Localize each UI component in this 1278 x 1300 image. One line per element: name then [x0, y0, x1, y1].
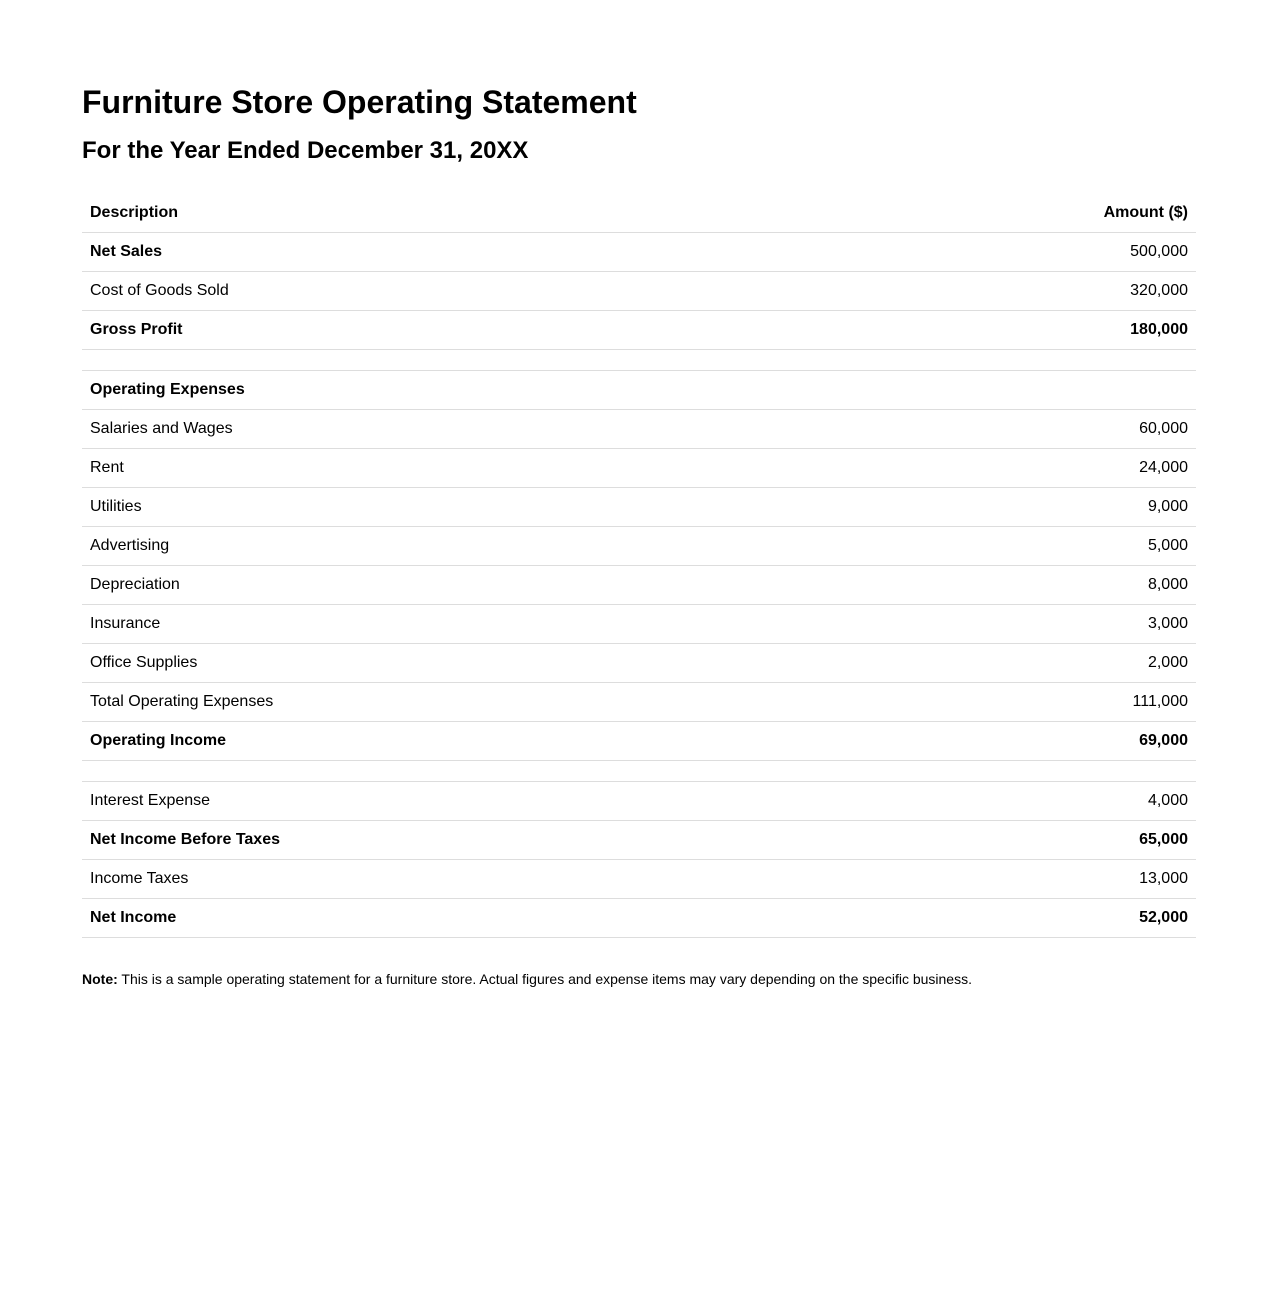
table-row [82, 566, 1196, 605]
row-description: Net Income Before Taxes [82, 821, 831, 860]
row-description: Insurance [82, 605, 831, 644]
table-row [82, 449, 1196, 488]
page-subtitle: For the Year Ended December 31, 20XX [82, 137, 529, 164]
operating-statement-table [82, 194, 1196, 938]
row-description: Operating Income [82, 722, 831, 761]
row-description: Income Taxes [82, 860, 831, 899]
row-amount: 9,000 [831, 488, 1196, 527]
row-amount: 5,000 [831, 527, 1196, 566]
table-row [82, 644, 1196, 683]
table-row [82, 311, 1196, 350]
table-row [82, 821, 1196, 860]
row-description: Net Income [82, 899, 831, 938]
table-row [82, 371, 1196, 410]
row-description: Office Supplies [82, 644, 831, 683]
table-header-row [82, 194, 1196, 233]
table-row [82, 899, 1196, 938]
table-row [82, 527, 1196, 566]
row-amount: 69,000 [831, 722, 1196, 761]
row-description: Interest Expense [82, 782, 831, 821]
table-row [82, 782, 1196, 821]
row-amount: 52,000 [831, 899, 1196, 938]
row-amount: 500,000 [831, 233, 1196, 272]
row-amount: 24,000 [831, 449, 1196, 488]
row-description: Operating Expenses [82, 371, 831, 410]
row-amount: 8,000 [831, 566, 1196, 605]
spacer-cell [82, 761, 1196, 782]
row-description: Advertising [82, 527, 831, 566]
table-row [82, 722, 1196, 761]
row-amount: 2,000 [831, 644, 1196, 683]
row-description: Utilities [82, 488, 831, 527]
row-amount: 111,000 [831, 683, 1196, 722]
row-amount: 65,000 [831, 821, 1196, 860]
statement-page [82, 82, 1196, 988]
table-row [82, 860, 1196, 899]
column-header-amount: Amount ($) [831, 194, 1196, 233]
row-description: Total Operating Expenses [82, 683, 831, 722]
row-amount [831, 371, 1196, 410]
row-description: Cost of Goods Sold [82, 272, 831, 311]
row-amount: 320,000 [831, 272, 1196, 311]
column-header-description: Description [82, 194, 831, 233]
row-description: Depreciation [82, 566, 831, 605]
note-text: This is a sample operating statement for a furniture store. Actual figures and expense items may vary depending on the specific business. [117, 971, 972, 987]
table-row [82, 233, 1196, 272]
table-row [82, 410, 1196, 449]
row-description: Gross Profit [82, 311, 831, 350]
table-row [82, 683, 1196, 722]
spacer-row [82, 350, 1196, 371]
table-row [82, 488, 1196, 527]
page-title: Furniture Store Operating Statement [82, 84, 637, 120]
row-amount: 4,000 [831, 782, 1196, 821]
row-amount: 180,000 [831, 311, 1196, 350]
table-row [82, 605, 1196, 644]
table-row [82, 272, 1196, 311]
note-label: Note: [82, 971, 118, 987]
spacer-row [82, 761, 1196, 782]
row-amount: 3,000 [831, 605, 1196, 644]
table-body [82, 233, 1196, 938]
row-amount: 13,000 [831, 860, 1196, 899]
row-amount: 60,000 [831, 410, 1196, 449]
footnote [82, 970, 1196, 988]
spacer-cell [82, 350, 1196, 371]
row-description: Rent [82, 449, 831, 488]
row-description: Salaries and Wages [82, 410, 831, 449]
row-description: Net Sales [82, 233, 831, 272]
